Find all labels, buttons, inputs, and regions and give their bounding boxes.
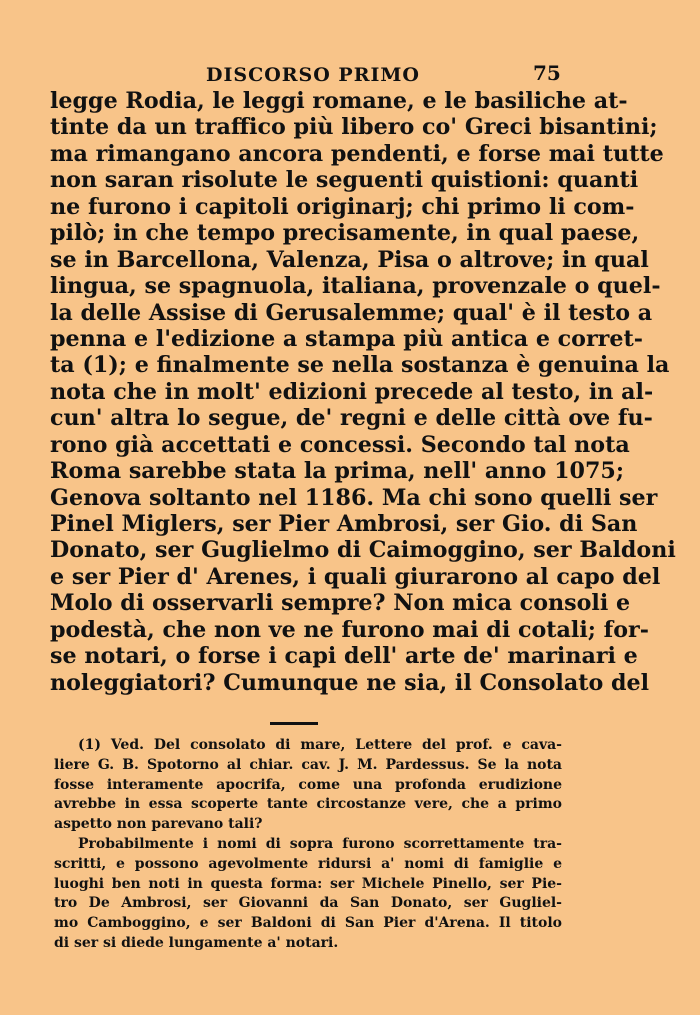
text-line: Roma sarebbe stata la prima, nell' anno 1075; [50, 458, 625, 485]
text-line: podestà, che non ve ne furono mai di cotali; for- [50, 616, 649, 643]
page-number: 75 [533, 61, 561, 85]
footnote-line: tro De Ambrosi, ser Giovanni da San Donato, ser Gugliel- [54, 895, 562, 912]
footnote-line: aspetto non parevano tali? [54, 816, 263, 833]
text-line: cun' altra lo segue, de' regni e delle città ove fu- [50, 405, 653, 432]
footnote-line: fosse interamente apocrifa, come una profonda erudizione [54, 776, 562, 793]
running-title: DISCORSO PRIMO [206, 64, 420, 86]
footnote-line: avrebbe in essa scoperte tante circostanze vere, che a primo [54, 796, 562, 813]
footnote-line: mo Camboggino, e ser Baldoni di San Pier d'Arena. Il titolo [54, 915, 562, 932]
text-line: penna e l'edizione a stampa più antica e corret- [50, 325, 643, 352]
footnote-line: scritti, e possono agevolmente ridursi a' nomi di famiglie e [54, 855, 562, 872]
running-head [0, 58, 700, 88]
text-line: noleggiatori? Cumunque ne sia, il Consolato del [50, 669, 650, 696]
text-line: Donato, ser Guglielmo di Caimoggino, ser Baldoni [50, 537, 676, 564]
footnote-line: (1) Ved. Del consolato di mare, Lettere del prof. e cava- [78, 737, 562, 753]
text-line: tinte da un traffico più libero co' Greci bisantini; [50, 114, 658, 141]
text-line: la delle Assise di Gerusalemme; qual' è il testo a [50, 299, 653, 326]
text-line: legge Rodia, le leggi romane, e le basiliche at- [50, 88, 628, 114]
footnotes-block [54, 736, 562, 954]
text-line: pilò; in che tempo precisamente, in qual paese, [50, 220, 640, 247]
text-line: se notari, o forse i capi dell' arte de' marinari e [50, 643, 638, 670]
text-line: Pinel Miglers, ser Pier Ambrosi, ser Gio. di San [50, 511, 638, 537]
text-line: ne furono i capitoli originarj; chi primo li com- [50, 193, 635, 220]
footnote-divider [270, 722, 318, 725]
text-line: se in Barcellona, Valenza, Pisa o altrove; in qual [50, 246, 649, 273]
main-text-block [50, 88, 676, 696]
text-line: rono già accettati e concessi. Secondo tal nota [50, 431, 630, 458]
footnote-line: di ser si diede lungamente a' notari. [54, 934, 339, 951]
text-line: Molo di osservarli sempre? Non mica consoli e [50, 590, 631, 617]
text-line: non saran risolute le seguenti quistioni: quanti [50, 167, 639, 194]
text-line: nota che in molt' edizioni precede al testo, in al- [50, 378, 654, 405]
text-line: e ser Pier d' Arenes, i quali giurarono al capo del [50, 563, 661, 590]
text-line: Genova soltanto nel 1186. Ma chi sono quelli ser [50, 484, 658, 511]
text-line: ta (1); e finalmente se nella sostanza è genuina la [50, 352, 670, 379]
footnote-line: luoghi ben noti in questa forma: ser Michele Pinello, ser Pie- [54, 875, 562, 892]
footnote-line: Probabilmente i nomi di sopra furono scorrettamente tra- [78, 835, 562, 852]
footnote-line: liere G. B. Spotorno al chiar. cav. J. M. Pardessus. Se la nota [54, 756, 562, 773]
text-line: ma rimangano ancora pendenti, e forse mai tutte [50, 140, 664, 167]
text-line: lingua, se spagnuola, italiana, provenzale o quel- [50, 273, 661, 300]
